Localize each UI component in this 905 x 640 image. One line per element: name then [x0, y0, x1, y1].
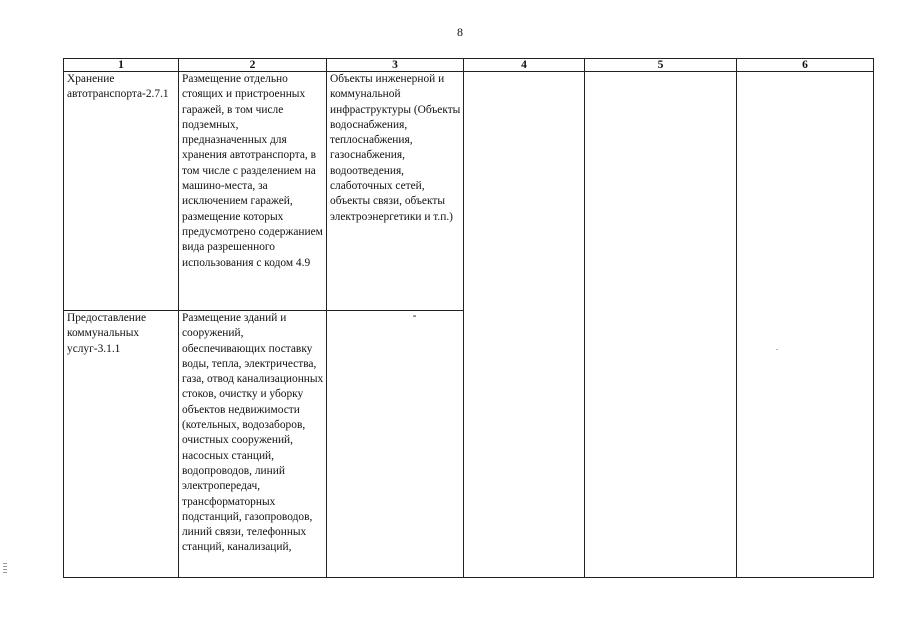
use-type-description-cell: Размещение зданий и сооружений, обеспечивающих поставку воды, тепла, электричества, газа, отвод канализационных стоков, очистку и уборку объектов недвижимости (котельных, водозаборов, очистных сооружений, насосных станций, водопроводов, линий электропередач, трансформаторных подстанций, газопроводов, линий связи, телефонных станций, канализаций, — [179, 311, 327, 578]
table-row — [64, 72, 874, 311]
land-use-table — [63, 58, 874, 578]
scan-speck — [776, 349, 778, 350]
parameters-cell-col4 — [464, 72, 585, 578]
table-header-row — [64, 59, 874, 72]
column-header: 3 — [327, 59, 464, 72]
column-header: 5 — [585, 59, 737, 72]
column-header: 1 — [64, 59, 179, 72]
use-type-name-cell: Предоставление коммунальных услуг-3.1.1 — [64, 311, 179, 578]
empty-dash: - — [412, 310, 417, 322]
parameters-cell-col6 — [737, 72, 874, 578]
use-type-description-cell: Размещение отдельно стоящих и пристроенных гаражей, в том числе подземных, предназначенных для хранения автотранспорта, в том числе с разделением на машино-места, за исключением гаражей, размещение которых предусмотрено содержанием вида разрешенного использования с кодом 4.9 — [179, 72, 327, 311]
auxiliary-objects-cell — [327, 311, 464, 578]
column-header: 4 — [464, 59, 585, 72]
parameters-cell-col5 — [585, 72, 737, 578]
column-header: 2 — [179, 59, 327, 72]
use-type-name-cell: Хранение автотранспорта-2.7.1 — [64, 72, 179, 311]
binding-mark — [3, 563, 7, 585]
page-number: 8 — [457, 25, 463, 39]
column-header: 6 — [737, 59, 874, 72]
auxiliary-objects-cell: Объекты инженерной и коммунальной инфраструктуры (Объекты водоснабжения, теплоснабжения, газоснабжения, водоотведения, слаботочных сетей, объекты связи, объекты электроэнергетики и т.п.) — [327, 72, 464, 311]
